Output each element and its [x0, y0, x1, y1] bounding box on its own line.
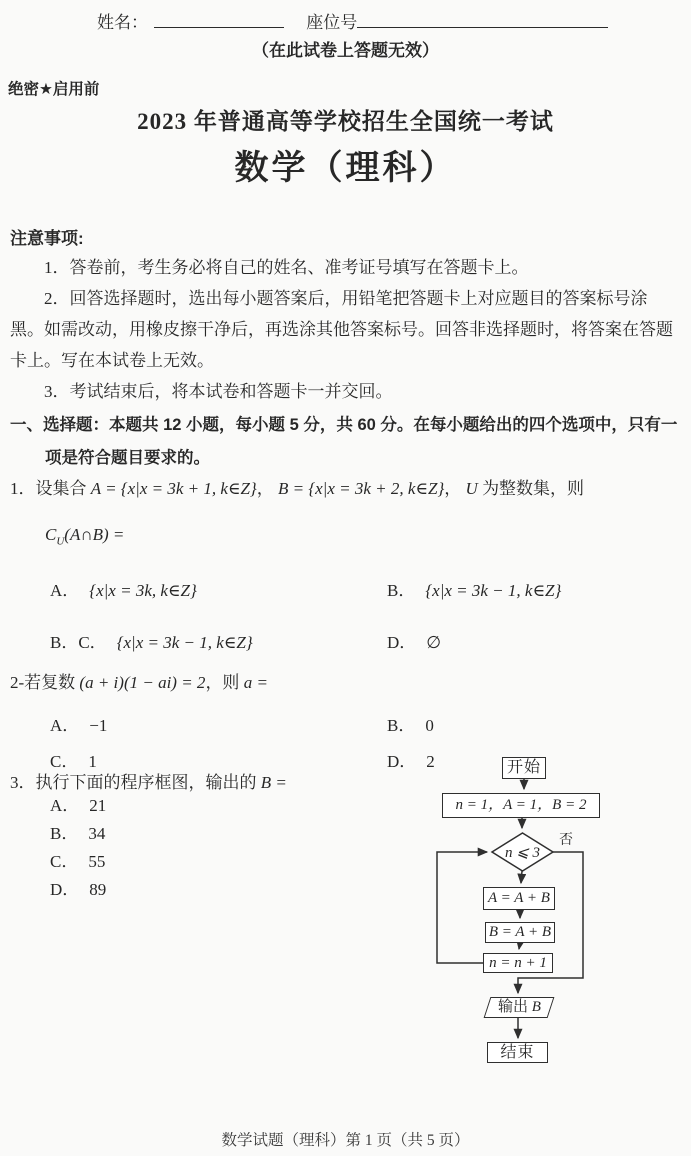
- question-2-option-b: B． 0: [387, 716, 434, 736]
- name-field-label: 姓名：: [97, 13, 148, 32]
- flowchart-init-node: n = 1，A = 1，B = 2: [442, 793, 600, 818]
- notes-heading: 注意事项:: [10, 229, 84, 248]
- flowchart-step-n-node: n = n + 1: [483, 953, 553, 973]
- question-1-option-b: B． {x|x = 3k − 1, k∈Z}: [387, 581, 562, 601]
- invalid-answer-notice: （在此试卷上答题无效）: [252, 41, 439, 60]
- flowchart-condition-label: n ⩽ 3: [504, 845, 541, 861]
- exam-title: 2023 年普通高等学校招生全国统一考试: [137, 109, 554, 134]
- note-item-2: 2．回答选择题时，选出每小题答案后，用铅笔把答题卡上对应题目的答案标号涂黑。如需改动，用橡皮擦干净后，再选涂其他答案标号。回答非选择题时，将答案在答题卡上。写在本试卷上无效。: [10, 289, 673, 370]
- question-3-option-c: C． 55: [50, 852, 106, 872]
- page-footer: 数学试题（理科）第 1 页（共 5 页）: [221, 1132, 470, 1149]
- question-1-options: [10, 577, 680, 656]
- note-item-3: 3．考试结束后，将本试卷和答题卡一并交回。: [44, 382, 393, 401]
- question-2-option-d: D． 2: [387, 752, 435, 772]
- flowchart-no-label: 否: [559, 833, 573, 848]
- question-1-option-d: D． ∅: [387, 633, 442, 653]
- seat-field-line: [357, 11, 608, 28]
- seat-field-label: 座位号: [306, 13, 358, 32]
- flowchart: [430, 752, 650, 1082]
- question-3-option-b: B． 34: [50, 824, 106, 844]
- exam-subject-title: 数学（理科）: [234, 150, 457, 187]
- secrecy-notice: 绝密★启用前: [8, 81, 100, 98]
- note-item-1: 1．答卷前，考生务必将自己的姓名、准考证号填写在答题卡上。: [44, 258, 529, 277]
- flowchart-step-a-node: A = A + B: [483, 887, 555, 910]
- question-1-option-a: A． {x|x = 3k, k∈Z}: [50, 581, 197, 601]
- question-3-option-d: D． 89: [50, 880, 107, 900]
- flowchart-end-node: 结束: [487, 1042, 548, 1063]
- header-fields: [97, 8, 608, 33]
- section-1-heading: 一、选择题：本题共 12 小题，每小题 5 分，共 60 分。在每小题给出的四个选项中，只有一项是符合题目要求的。: [10, 416, 678, 467]
- question-1-expression: $C_U(A\cap B)$ =: [45, 525, 125, 548]
- question-2-option-c: C． 1: [50, 752, 97, 772]
- question-3-stem: 3．执行下面的程序框图，输出的 B =: [10, 773, 287, 793]
- question-2-option-a: A． −1: [50, 716, 108, 736]
- question-2-stem: 2-若复数 (a + i)(1 − ai) = 2，则 a =: [10, 673, 268, 693]
- flowchart-start-node: 开始: [502, 757, 546, 779]
- question-3-option-a: A． 21: [50, 796, 107, 816]
- name-field-line: [154, 11, 284, 28]
- question-1-option-c: B．C． {x|x = 3k − 1, k∈Z}: [50, 633, 253, 653]
- question-1-stem: 1．设集合 A = {x|x = 3k + 1, k∈Z}， B = {x|x = 3k + 2, k∈Z}， U 为整数集，则: [10, 479, 585, 498]
- flowchart-step-b-node: B = A + B: [485, 922, 555, 943]
- flowchart-output-node: 输出 B: [484, 997, 555, 1018]
